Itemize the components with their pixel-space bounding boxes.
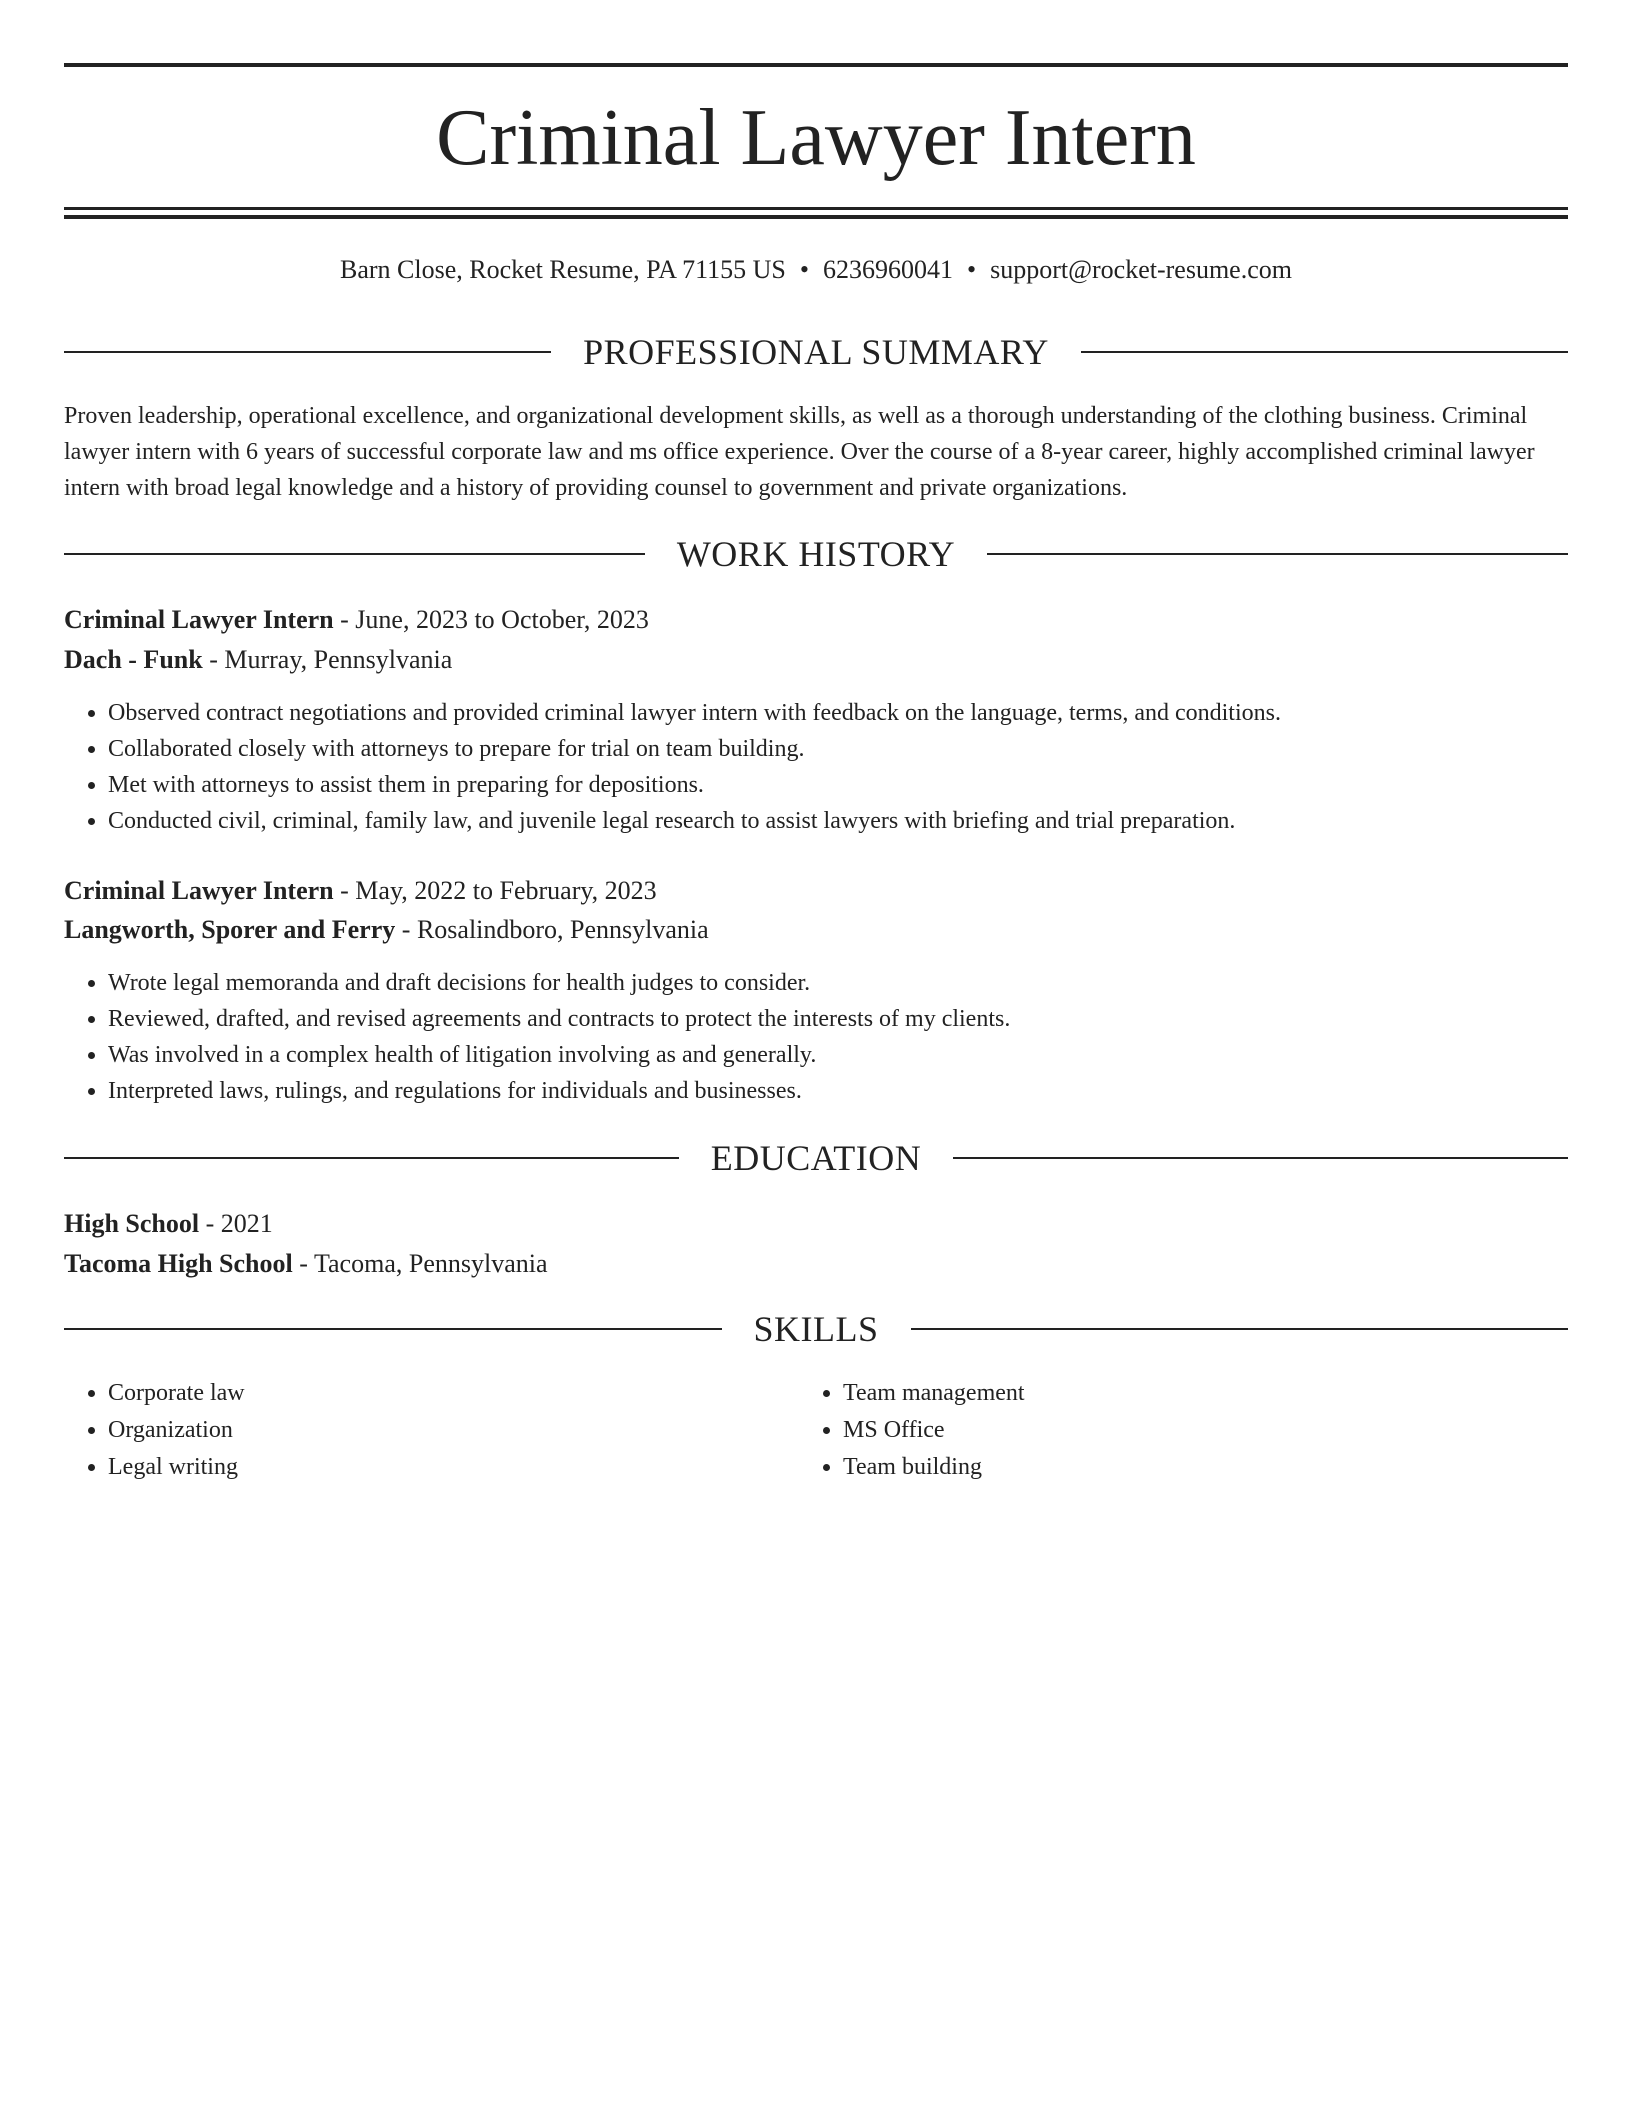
job-location: Murray, Pennsylvania — [224, 645, 453, 674]
education-school: Tacoma High School — [64, 1249, 293, 1278]
job-bullet: • Met with attorneys to assist them in preparing for depositions. — [108, 767, 1568, 803]
job-dash: - — [202, 645, 225, 674]
job-dash: - — [333, 876, 356, 905]
section-divider-right — [1081, 351, 1568, 353]
education-section-header — [64, 1136, 1568, 1180]
education-degree-line — [64, 1204, 1568, 1244]
skill-item: • MS Office — [843, 1412, 1025, 1449]
section-divider-right — [911, 1328, 1569, 1330]
contact-address: Barn Close, Rocket Resume, PA 71155 US — [340, 255, 786, 284]
job-dates: June, 2023 to October, 2023 — [355, 605, 649, 634]
summary-heading: PROFESSIONAL SUMMARY — [583, 332, 1049, 372]
contact-email: support@rocket-resume.com — [990, 255, 1292, 284]
contact-line — [64, 252, 1568, 288]
contact-separator: • — [966, 255, 977, 284]
job-dash: - — [395, 915, 417, 944]
job-bullet: • Interpreted laws, rulings, and regulations for individuals and businesses. — [108, 1073, 1568, 1109]
job-bullet-list — [64, 695, 1568, 839]
skills-section-header — [64, 1307, 1568, 1351]
job-title: Criminal Lawyer Intern — [64, 876, 334, 905]
section-divider-left — [64, 553, 645, 555]
job-company-line — [64, 640, 1568, 680]
education-dash: - — [199, 1209, 221, 1238]
skills-heading: SKILLS — [753, 1309, 879, 1349]
resume-title: Criminal Lawyer Intern — [436, 94, 1196, 182]
job-bullet: • Conducted civil, criminal, family law, and juvenile legal research to assist lawyers with briefing and trial preparation. — [108, 803, 1568, 839]
section-divider-left — [64, 1157, 679, 1159]
summary-section-header — [64, 330, 1568, 374]
job-bullet: • Observed contract negotiations and provided criminal lawyer intern with feedback on the language, terms, and conditions. — [108, 695, 1568, 731]
job-title-line — [64, 600, 1568, 640]
skill-item: • Legal writing — [108, 1449, 245, 1486]
skills-list-left — [64, 1375, 245, 1486]
job-title: Criminal Lawyer Intern — [64, 605, 334, 634]
job-bullet-list — [64, 965, 1568, 1109]
job-dates: May, 2022 to February, 2023 — [355, 876, 657, 905]
section-divider-left — [64, 1328, 722, 1330]
skills-list-right — [799, 1375, 1025, 1486]
education-dash: - — [292, 1249, 314, 1278]
header-double-rule-lower — [64, 215, 1568, 219]
summary-text: Proven leadership, operational excellence, and organizational development skills, as well as a thorough understanding of the clothing business. Criminal lawyer intern with 6 years of successful corporate law and ms office experience. Over the course of a 8-year career, highly accomplished criminal lawyer intern with broad legal knowledge and a history of providing counsel to government and private organizations. — [64, 403, 1535, 501]
job-location: Rosalindboro, Pennsylvania — [416, 915, 709, 944]
education-school-line — [64, 1244, 1568, 1284]
work-heading: WORK HISTORY — [676, 534, 956, 574]
skill-item: • Organization — [108, 1412, 245, 1449]
job-title-line — [64, 871, 1568, 911]
section-divider-right — [953, 1157, 1568, 1159]
skill-item: • Corporate law — [108, 1375, 245, 1412]
work-section-header — [64, 532, 1568, 576]
education-location: Tacoma, Pennsylvania — [313, 1249, 548, 1278]
job-company: Dach - Funk — [64, 645, 203, 674]
section-divider-right — [987, 553, 1568, 555]
education-degree: High School — [64, 1209, 200, 1238]
job-dash: - — [333, 605, 356, 634]
skill-item: • Team management — [843, 1375, 1025, 1412]
job-company-line — [64, 910, 1568, 950]
job-bullet: • Wrote legal memoranda and draft decisions for health judges to consider. — [108, 965, 1568, 1001]
education-heading: EDUCATION — [710, 1138, 922, 1178]
job-bullet: • Reviewed, drafted, and revised agreements and contracts to protect the interests of my clients. — [108, 1001, 1568, 1037]
skill-item: • Team building — [843, 1449, 1025, 1486]
header-double-rule-upper — [64, 207, 1568, 210]
contact-separator: • — [799, 255, 809, 284]
contact-phone: 6236960041 — [822, 255, 953, 284]
job-company: Langworth, Sporer and Ferry — [64, 915, 396, 944]
job-bullet: • Was involved in a complex health of litigation involving as and generally. — [108, 1037, 1568, 1073]
education-year: 2021 — [220, 1209, 273, 1238]
job-bullet: • Collaborated closely with attorneys to prepare for trial on team building. — [108, 731, 1568, 767]
section-divider-left — [64, 351, 551, 353]
header-top-rule — [64, 63, 1568, 67]
